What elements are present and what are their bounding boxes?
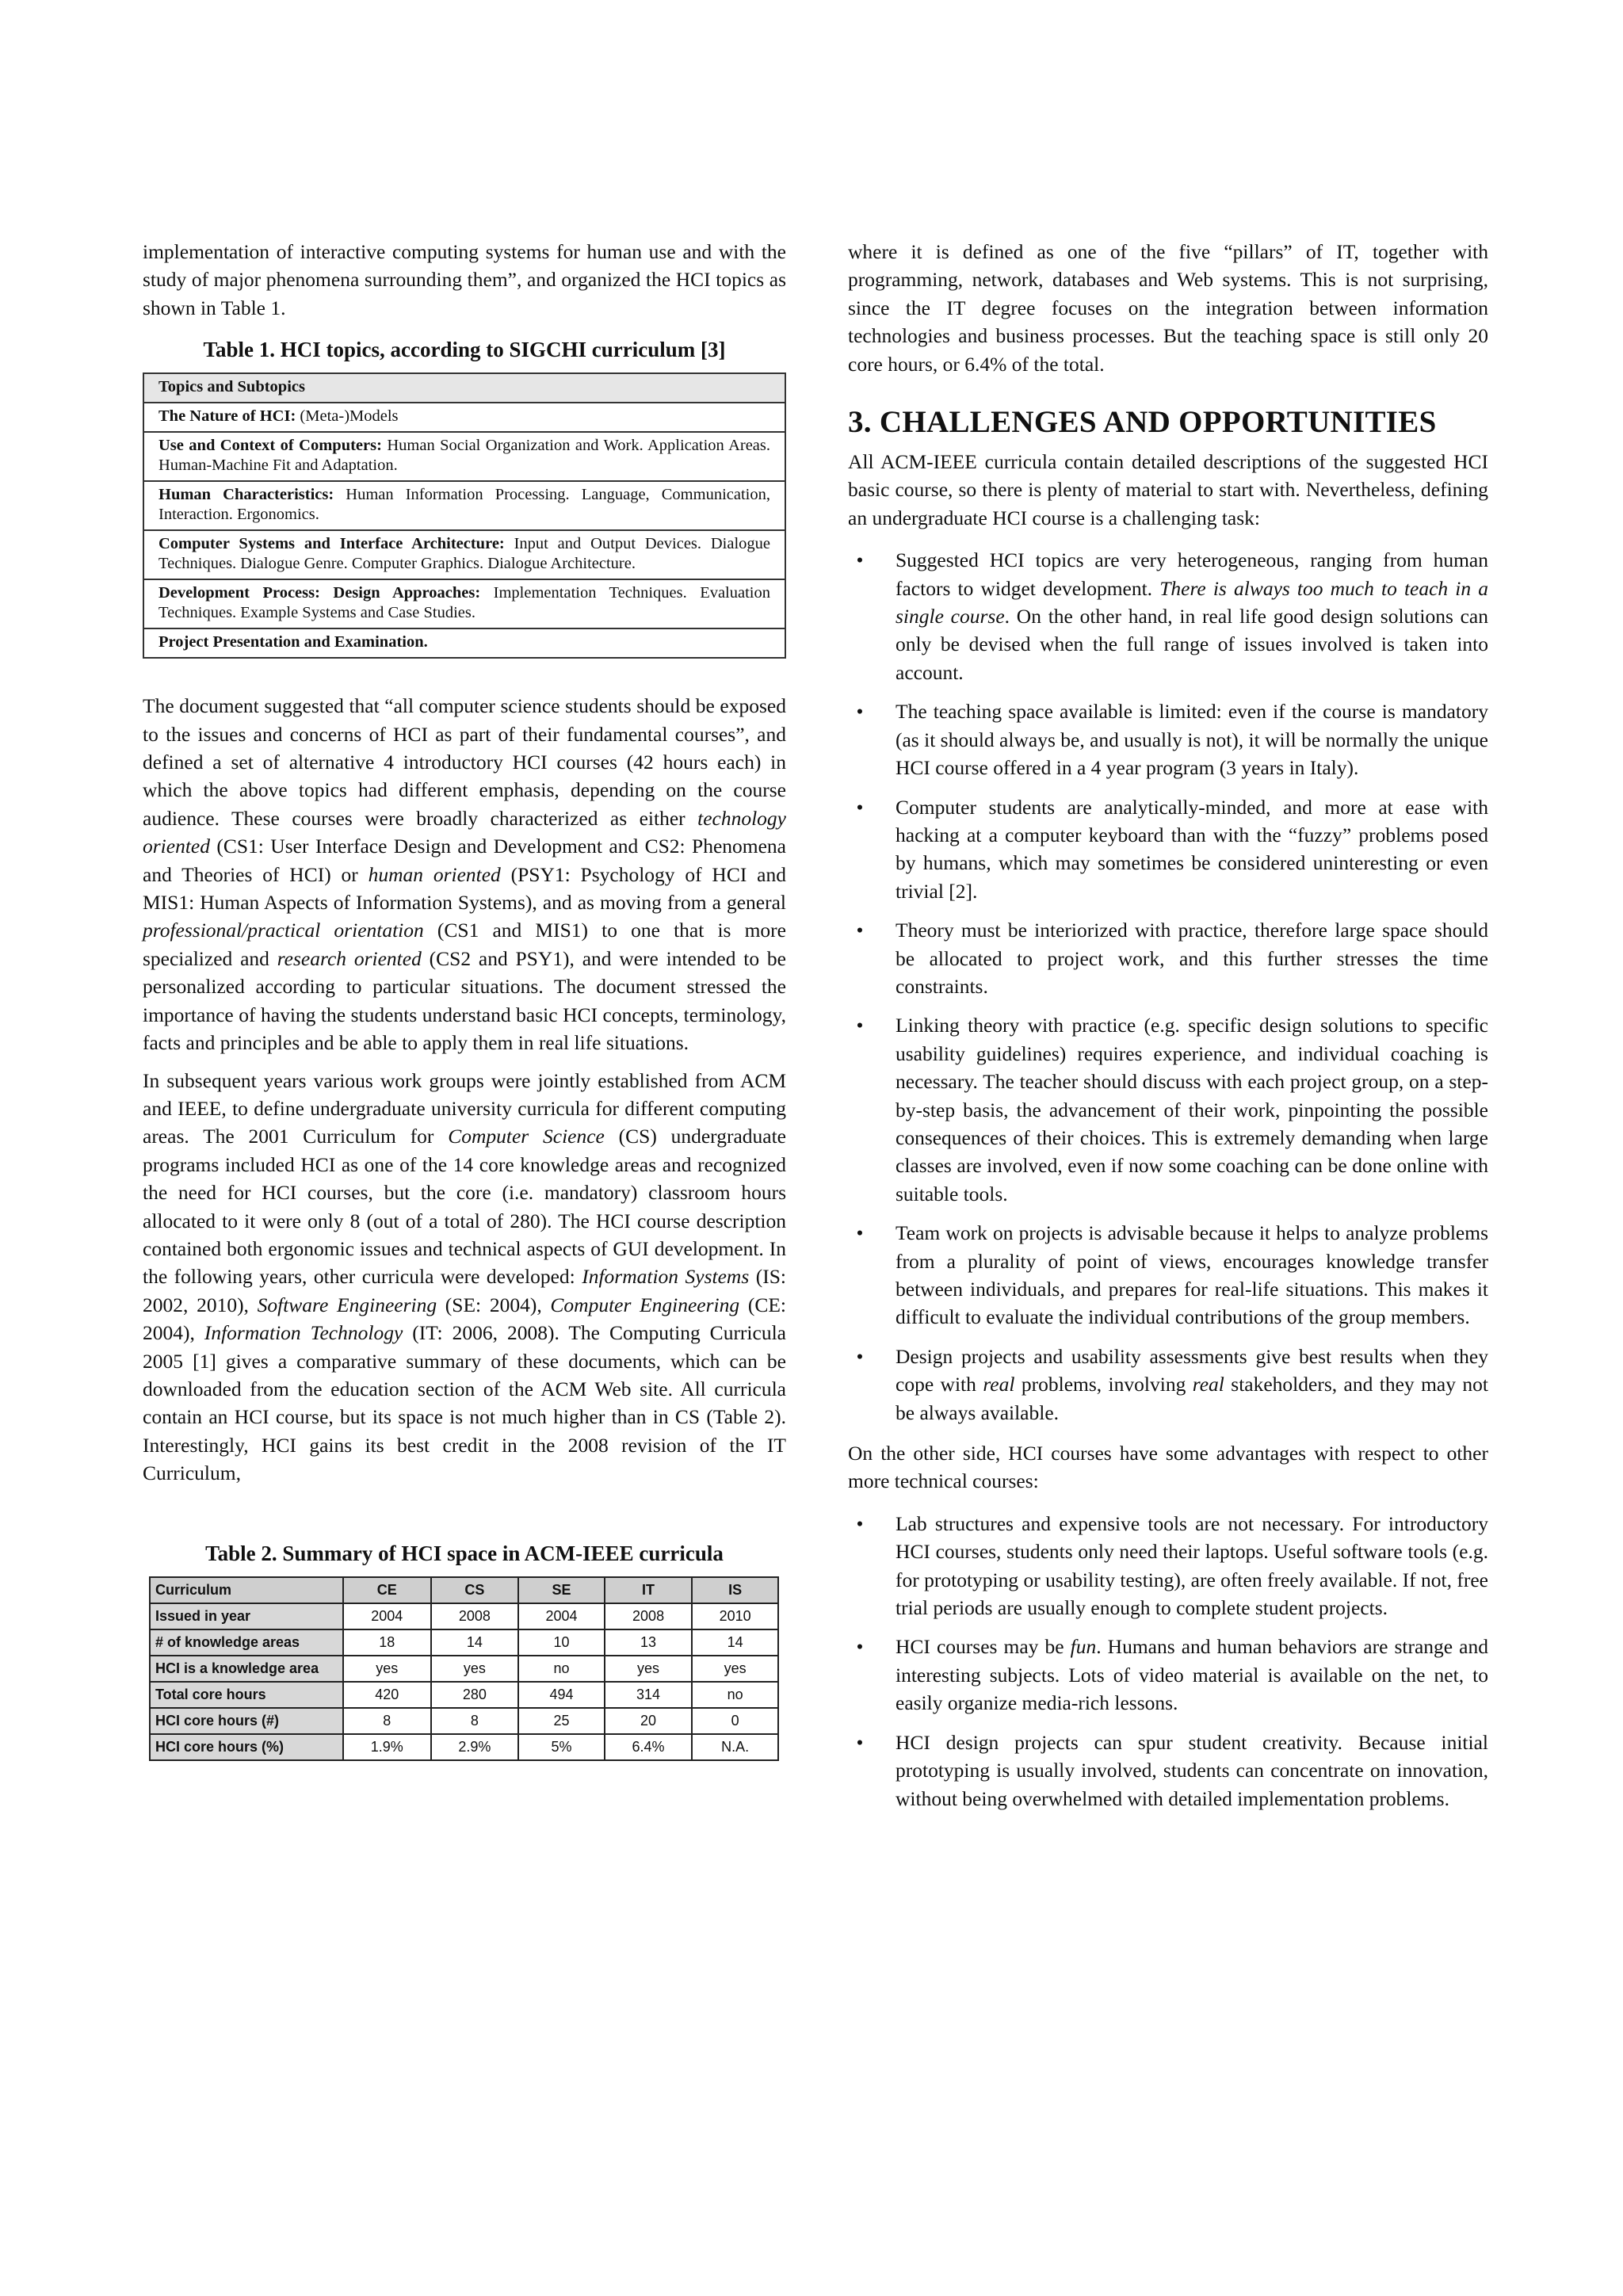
table1-cell: Human Characteristics: Human Information Processing. Language, Communication, Interaction. Ergonomics. — [143, 481, 785, 530]
table2-cell: yes — [605, 1656, 693, 1682]
list-item: • Computer students are analytically-minded, and more at ease with hacking at a computer keyboard than with the “fuzzy” problems posed by humans, which may sometimes be considered uninteresting or even trivial [2]. — [848, 793, 1488, 906]
table2-row-label: # of knowledge areas — [150, 1629, 343, 1656]
list-item: • Suggested HCI topics are very heterogeneous, ranging from human factors to widget development. There is always too much to teach in a single course. On the other hand, in real life good design solutions can only be devised when the full range of issues involved is taken into account. — [848, 546, 1488, 686]
table2-cell: 2004 — [518, 1603, 605, 1629]
table2-cell: 8 — [343, 1708, 431, 1734]
paragraph-all-curricula: All ACM-IEEE curricula contain detailed descriptions of the suggested HCI basic course, so there is plenty of material to start with. Nevertheless, defining an undergraduate HCI course is a challenging task: — [848, 450, 1488, 529]
list-item: • Linking theory with practice (e.g. specific design solutions to specific usability guidelines) requires experience, and individual coaching is necessary. The teacher should discuss with each project group, on a step-by-step basis, the advancement of their work, pinpointing the possible consequences of their choices. This is extremely demanding when large classes are involved, even if now some coaching can be done online with suitable tools. — [848, 1011, 1488, 1208]
table-row — [143, 481, 785, 530]
table1 — [143, 372, 786, 659]
paragraph-intro: implementation of interactive computing systems for human use and with the study of major phenomena surrounding them”, and organized the HCI topics as shown in Table 1. — [143, 240, 786, 319]
spacer — [143, 659, 786, 692]
bullet-icon: • — [856, 1730, 864, 1754]
bullet-icon: • — [856, 919, 864, 942]
table2-cell: 18 — [343, 1629, 431, 1656]
table2-cell: yes — [431, 1656, 519, 1682]
table2-row-label: HCI is a knowledge area — [150, 1656, 343, 1682]
table2-cell: 314 — [605, 1682, 693, 1708]
table2-header-cell: CS — [431, 1577, 519, 1603]
section-heading: 3. CHALLENGES AND OPPORTUNITIES — [848, 405, 1437, 440]
list-item: • HCI courses may be fun. Humans and human behaviors are strange and interesting subjects. Lots of video material is available on the net, to easily organize media-rich lessons. — [848, 1633, 1488, 1717]
table2 — [149, 1576, 779, 1761]
table-row — [150, 1603, 778, 1629]
bullet-icon: • — [856, 1344, 864, 1368]
table1-cell: Project Presentation and Examination. — [143, 628, 785, 658]
table2-cell: 2010 — [692, 1603, 778, 1629]
table-row — [143, 530, 785, 579]
bullet-icon: • — [856, 795, 864, 819]
table2-cell: 280 — [431, 1682, 519, 1708]
left-column — [143, 238, 786, 1761]
table2-cell: 1.9% — [343, 1734, 431, 1760]
table2-cell: 420 — [343, 1682, 431, 1708]
list-item: • HCI design projects can spur student creativity. Because initial prototyping is usually involved, students can concentrate on innovation, without being overwhelmed with detailed implementation problems. — [848, 1729, 1488, 1813]
table2-cell: 10 — [518, 1629, 605, 1656]
list-item: • The teaching space available is limited: even if the course is mandatory (as it should always be, and usually is not), it will be normally the unique HCI course offered in a 4 year program (3 years in Italy). — [848, 697, 1488, 781]
bullet-icon: • — [856, 1221, 864, 1245]
table1-cell: Use and Context of Computers: Human Social Organization and Work. Application Areas. Human-Machine Fit and Adaptation. — [143, 432, 785, 481]
table2-cell: 494 — [518, 1682, 605, 1708]
bullet-icon: • — [856, 1014, 864, 1037]
list-item: • Design projects and usability assessments give best results when they cope with real problems, involving real stakeholders, and they may not be always available. — [848, 1343, 1488, 1427]
challenges-list — [848, 546, 1488, 1427]
list-item: • Lab structures and expensive tools are not necessary. For introductory HCI courses, students only need their laptops. Useful software tools (e.g. for prototyping or usability testing), are often freely available. If not, free trial periods are usually enough to complete student projects. — [848, 1510, 1488, 1622]
table2-cell: 2008 — [431, 1603, 519, 1629]
table1-cell: Development Process: Design Approaches: Implementation Techniques. Evaluation Techniques. Example Systems and Case Studies. — [143, 579, 785, 628]
table2-cell: 14 — [431, 1629, 519, 1656]
table-row — [150, 1656, 778, 1682]
right-column — [848, 238, 1488, 1825]
table2-cell: no — [692, 1682, 778, 1708]
table2-header-cell: CE — [343, 1577, 431, 1603]
paragraph-subsequent: In subsequent years various work groups were jointly established from ACM and IEEE, to define undergraduate university curricula for different computing areas. The 2001 Curriculum for Computer Science (CS) undergraduate programs included HCI as one of the 14 core knowledge areas and recognized the need for HCI courses, but the core (i.e. mandatory) classroom hours allocated to it were only 8 (out of a total of 280). The HCI course description contained both ergonomic issues and technical aspects of GUI development. In the following years, other curricula were developed: Information Systems (IS: 2002, 2010), Software Engineering (SE: 2004), Computer Engineering (CE: 2004), Information Technology (IT: 2006, 2008). The Computing Curricula 2005 [1] gives a comparative summary of these documents, which can be downloaded from the education section of the ACM Web site. All curricula contain an HCI course, but its space is not much higher than in CS (Table 2). Interestingly, HCI gains its best credit in the 2008 revision of the IT Curriculum, — [143, 1068, 786, 1485]
table2-caption: Table 2. Summary of HCI space in ACM-IEEE curricula — [205, 1541, 724, 1565]
paragraph-other-side: On the other side, HCI courses have some advantages with respect to other more technical courses: — [848, 1442, 1488, 1493]
table2-row-label: Total core hours — [150, 1682, 343, 1708]
table2-row-label: HCI core hours (%) — [150, 1734, 343, 1760]
bullet-icon: • — [856, 548, 864, 572]
bullet-icon: • — [856, 1635, 864, 1659]
table2-header-cell: SE — [518, 1577, 605, 1603]
table2-row-label: HCI core hours (#) — [150, 1708, 343, 1734]
table2-header-cell: IT — [605, 1577, 693, 1603]
table1-caption: Table 1. HCI topics, according to SIGCHI curriculum [3] — [203, 338, 726, 362]
table2-cell: 13 — [605, 1629, 693, 1656]
table-row — [143, 403, 785, 432]
table2-cell: 2004 — [343, 1603, 431, 1629]
table2-cell: 6.4% — [605, 1734, 693, 1760]
table-row — [150, 1708, 778, 1734]
table2-cell: 2.9% — [431, 1734, 519, 1760]
table1-header-cell: Topics and Subtopics — [143, 373, 785, 403]
spacer — [143, 1502, 786, 1534]
table2-row-label: Issued in year — [150, 1603, 343, 1629]
table2-cell: no — [518, 1656, 605, 1682]
list-item: • Theory must be interiorized with practice, therefore large space should be allocated to project work, and this further stresses the time constraints. — [848, 916, 1488, 1000]
table1-cell: The Nature of HCI: (Meta-)Models — [143, 403, 785, 432]
table2-cell: N.A. — [692, 1734, 778, 1760]
table2-cell: 20 — [605, 1708, 693, 1734]
table-row — [150, 1629, 778, 1656]
table2-header-cell: Curriculum — [150, 1577, 343, 1603]
table-row — [143, 579, 785, 628]
table2-cell: 14 — [692, 1629, 778, 1656]
table2-cell: 25 — [518, 1708, 605, 1734]
table2-cell: 2008 — [605, 1603, 693, 1629]
table2-cell: 8 — [431, 1708, 519, 1734]
paragraph-pillars: where it is defined as one of the five “pillars” of IT, together with programming, network, databases and Web systems. This is not surprising, since the IT degree focuses on the integration between information technologies and business processes. But the teaching space is still only 20 core hours, or 6.4% of the total. — [848, 240, 1488, 376]
table-row — [150, 1682, 778, 1708]
table-row — [150, 1734, 778, 1760]
table-row — [143, 432, 785, 481]
table1-cell: Computer Systems and Interface Architecture: Input and Output Devices. Dialogue Techniques. Dialogue Genre. Computer Graphics. Dialogue Architecture. — [143, 530, 785, 579]
table-row — [143, 628, 785, 658]
table2-cell: yes — [692, 1656, 778, 1682]
advantages-list — [848, 1510, 1488, 1813]
table2-header-row — [150, 1577, 778, 1603]
bullet-icon: • — [856, 1511, 864, 1535]
table2-cell: 5% — [518, 1734, 605, 1760]
table2-header-cell: IS — [692, 1577, 778, 1603]
table2-cell: 0 — [692, 1708, 778, 1734]
paragraph-document: The document suggested that “all computer science students should be exposed to the issues and concerns of HCI as part of their fundamental courses”, and defined a set of alternative 4 introductory HCI courses (42 hours each) in which the above topics had different emphasis, depending on the course audience. These courses were broadly characterized as either technology oriented (CS1: User Interface Design and Development and CS2: Phenomena and Theories of HCI) or human oriented (PSY1: Psychology of HCI and MIS1: Human Aspects of Information Systems), and as moving from a general professional/practical orientation (CS1 and MIS1) to one that is more specialized and research oriented (CS2 and PSY1), and were intended to be personalized according to particular situations. The document stressed the importance of having the students understand basic HCI concepts, terminology, facts and principles and be able to apply them in real life situations. — [143, 694, 786, 1055]
table2-cell: yes — [343, 1656, 431, 1682]
bullet-icon: • — [856, 700, 864, 724]
list-item: • Team work on projects is advisable because it helps to analyze problems from a plurality of point of views, encourages knowledge transfer between individuals, and prepares for real-life situations. This makes it difficult to evaluate the individual contributions of the group members. — [848, 1219, 1488, 1331]
table1-header-row — [143, 373, 785, 403]
